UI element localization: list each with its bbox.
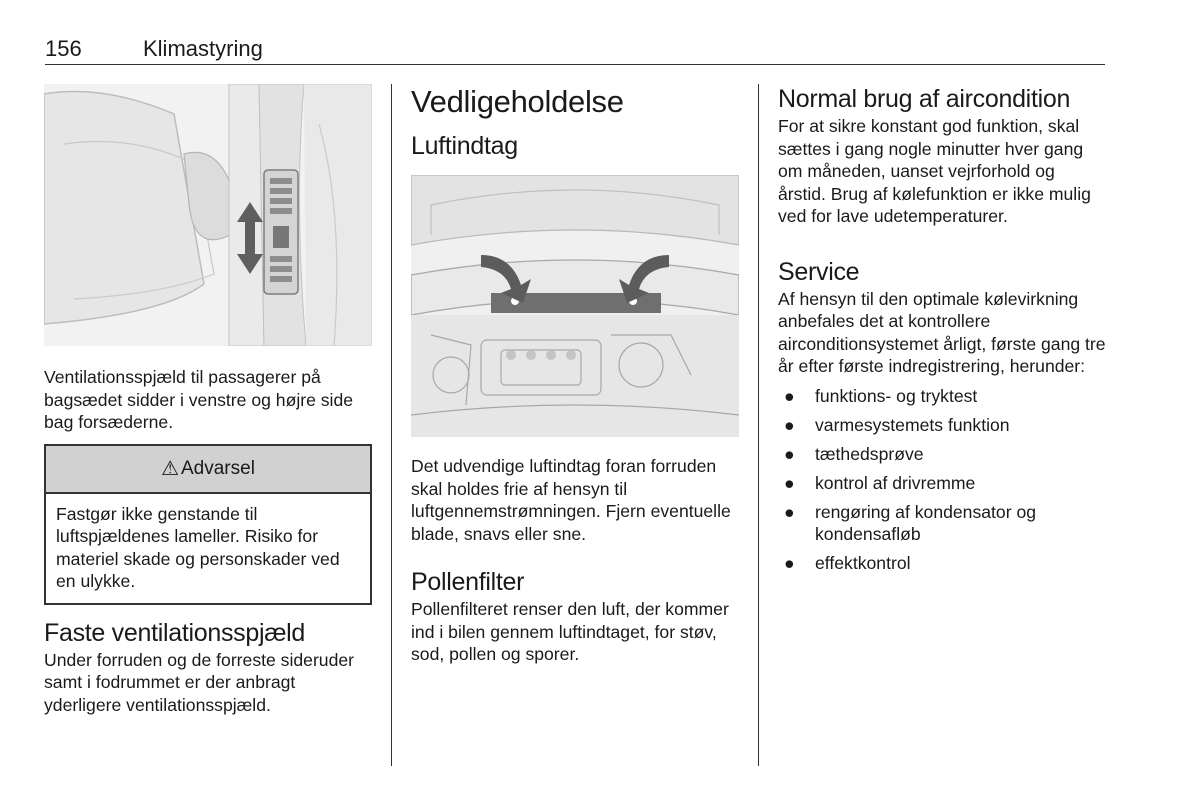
bullet-icon: ● [784,385,795,406]
warning-box [44,444,372,605]
section-text: Under forruden og de forreste sideruder samt i fodrummet er der anbragt yderligere ventilationsspjæld. [44,649,355,715]
chapter-title: Klimastyring [143,36,263,61]
bullet-icon: ● [784,472,795,493]
list-item: ● rengøring af kondensator og kondensafløb [784,501,1037,544]
rear-vent-illustration [44,84,372,346]
pollen-text: Pollenfilteret renser den luft, der kommer ind i bilen gennem luftindtaget, for støv, sod, pollen og sporer. [411,599,729,664]
normal-heading: Normal brug af aircondition [778,85,1071,113]
figure-caption: Det udvendige luftindtag foran forruden skal holdes frie af hensyn til luftgennemstrømningen. Fjern eventuelle blade, snavs eller sne. [411,456,731,544]
page-number: 156 [45,36,82,61]
figure-caption: Ventilationsspjæld til passagerer på bagsædet sidder i venstre og højre side bag forsæderne. [44,367,354,432]
page-title: Vedligeholdelse [411,84,624,119]
service-text: Af hensyn til den optimale kølevirkning anbefales det at kontrollere airconditionsystemet årligt, første gang tre år efter første indregistrering, herunder: [778,288,1106,376]
service-heading: Service [778,257,860,286]
subheading: Luftindtag [411,132,518,160]
service-checklist [778,385,1106,575]
list-item: ● kontrol af drivremme [784,472,976,493]
bullet-icon: ● [784,414,795,435]
warning-header [46,446,370,494]
warning-triangle-icon: ⚠ [161,458,179,480]
column-1 [44,84,374,716]
column-2 [411,84,741,666]
section-heading: Faste ventilationsspjæld [44,618,305,647]
column-divider [758,84,759,766]
column-divider [391,84,392,766]
bullet-icon: ● [784,443,795,464]
list-item: ● tæthedsprøve [784,443,924,464]
normal-text: For at sikre konstant god funktion, skal sættes i gang nogle minutter hver gang om måneden, uanset vejrforhold og årstid. Brug af kølefunktion er ikke mulig ved for lave udetemperaturer. [778,116,1091,226]
bullet-icon: ● [784,553,795,573]
page-header [45,36,1105,65]
warning-title: Advarsel [181,457,255,479]
list-item: ● effektkontrol [784,553,911,573]
warning-text: Fastgør ikke genstande til luftspjældenes lameller. Risiko for materiel skade og personskader ved en ulykke. [56,503,340,591]
list-item: ● funktions- og tryktest [784,385,978,406]
column-3 [778,84,1108,581]
bullet-icon: ● [784,501,795,522]
air-intake-illustration [411,175,739,437]
list-item: ● varmesystemets funktion [784,414,1010,435]
pollen-heading: Pollenfilter [411,568,525,596]
